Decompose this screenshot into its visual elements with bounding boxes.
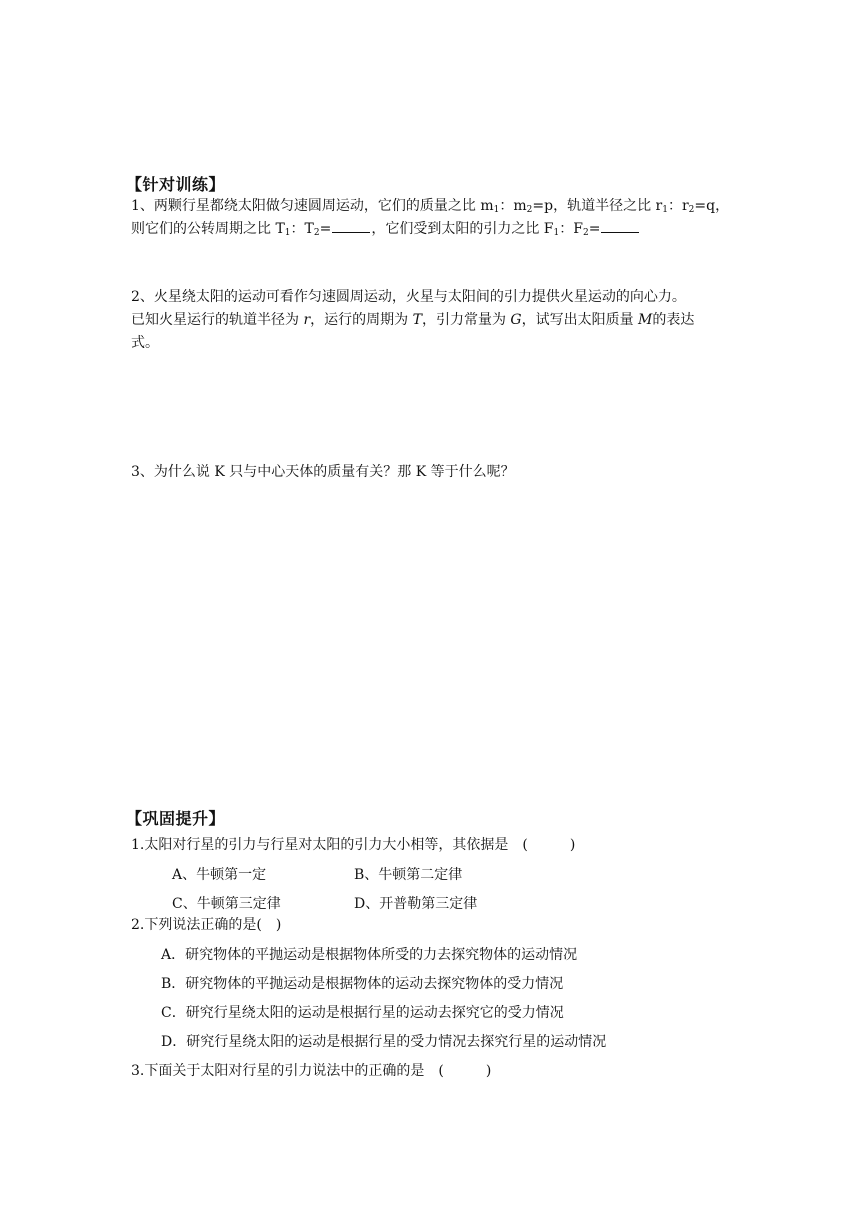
question-2-line-1: 2、火星绕太阳的运动可看作匀速圆周运动，火星与太阳间的引力提供火星运动的向心力。 bbox=[131, 289, 686, 305]
question-2-line-3: 式。 bbox=[131, 335, 159, 351]
mc-question-2-option-d[interactable]: D．研究行星绕太阳的运动是根据行星的受力情况去探究行星的运动情况 bbox=[161, 1034, 607, 1050]
answer-blank-force-ratio[interactable] bbox=[601, 220, 639, 233]
question-2-line-2: 已知火星运行的轨道半径为 r，运行的周期为 T，引力常量为 G，试写出太阳质量 M的表达 bbox=[131, 312, 695, 328]
mc-question-2-option-c[interactable]: C．研究行星绕太阳的运动是根据行星的运动去探究它的受力情况 bbox=[161, 1005, 564, 1021]
section-heading-targeted-training: 【针对训练】 bbox=[126, 175, 226, 194]
mc-question-1-option-b[interactable]: B、牛顿第二定律 bbox=[354, 867, 463, 883]
mc-question-1-option-c[interactable]: C、牛顿第三定律 bbox=[172, 896, 281, 912]
mc-question-1-option-a[interactable]: A、牛顿第一定 bbox=[172, 867, 267, 883]
mc-question-1-stem: 1.太阳对行星的引力与行星对太阳的引力大小相等，其依据是 ( ) bbox=[131, 837, 576, 853]
answer-blank-period-ratio[interactable] bbox=[332, 220, 370, 233]
mc-question-2-option-b[interactable]: B．研究物体的平抛运动是根据物体的运动去探究物体的受力情况 bbox=[161, 976, 564, 992]
mc-question-2-stem: 2.下列说法正确的是( ) bbox=[131, 917, 282, 933]
question-1-line-1: 1、两颗行星都绕太阳做匀速圆周运动，它们的质量之比 $m_1$：$m_2=p$，轨道半径之比 $r_1$：$r_2=q$， bbox=[131, 198, 730, 215]
question-3: 3、为什么说 K 只与中心天体的质量有关？那 K 等于什么呢？ bbox=[131, 464, 515, 480]
mc-question-2-option-a[interactable]: A．研究物体的平抛运动是根据物体所受的力去探究物体的运动情况 bbox=[161, 947, 578, 963]
mc-question-3-stem: 3.下面关于太阳对行星的引力说法中的正确的是 ( ) bbox=[131, 1063, 492, 1079]
question-1-line-2: 则它们的公转周期之比 $T_1$：$T_2=$ ，它们受到太阳的引力之比 $F_1$：$F_2=$ bbox=[131, 219, 640, 239]
mc-question-1-option-d[interactable]: D、开普勒第三定律 bbox=[354, 896, 478, 912]
section-heading-consolidation: 【巩固提升】 bbox=[126, 809, 226, 828]
